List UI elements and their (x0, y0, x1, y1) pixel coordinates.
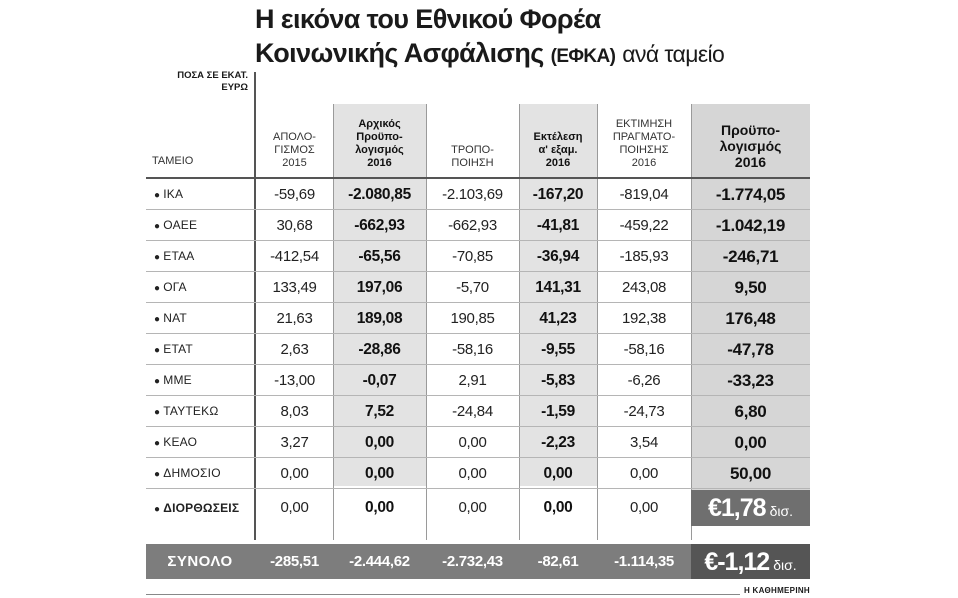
total-budget-value: €-1,12 (704, 548, 770, 576)
row-name: ● ΕΤΑΤ (154, 342, 193, 356)
row-divider (146, 488, 810, 489)
table-row (146, 365, 810, 396)
header-execution: Εκτέλεση α' εξαμ. 2016 (533, 131, 583, 169)
corrections-budget-value: €1,78 (708, 494, 766, 522)
cell-initial-budget: 189,08 (356, 310, 403, 327)
cell-apologismos: 30,68 (276, 217, 313, 234)
total-budget-unit: δισ. (773, 557, 797, 573)
cell-initial-budget: -65,56 (358, 248, 401, 265)
total-budget-box (691, 544, 810, 579)
cell-apologismos: 21,63 (276, 310, 313, 327)
total-execution: -82,61 (537, 553, 579, 570)
row-name: ● ΜΜΕ (154, 373, 192, 387)
cell-apologismos: 2,63 (280, 341, 309, 358)
table-row (146, 334, 810, 365)
title-main: Κοινωνικής Ασφάλισης (255, 38, 544, 68)
cell-execution: 141,31 (535, 279, 581, 296)
cell-estimate: 192,38 (621, 310, 667, 327)
cell-budget-2016: 6,80 (734, 402, 767, 421)
cell-estimate: 243,08 (621, 279, 667, 296)
cell-estimate: 0,00 (630, 499, 658, 516)
corrections-budget-box (691, 490, 810, 526)
cell-apologismos: 0,00 (280, 465, 309, 482)
cell-execution: 0,00 (543, 499, 573, 516)
header-initial-budget: Αρχικός Προϋπο- λογισμός 2016 (355, 118, 404, 169)
header-budget-2016: Προϋπο- λογισμός 2016 (719, 122, 782, 170)
table-row (146, 303, 810, 334)
cell-execution: -36,94 (536, 248, 580, 265)
cell-amendment: 0,00 (458, 465, 487, 482)
row-name: ● ΕΤΑΑ (154, 249, 195, 263)
cell-execution: 41,23 (539, 310, 577, 327)
cell-estimate: -819,04 (619, 186, 669, 203)
table-row (146, 427, 810, 458)
title-line-2 (255, 36, 724, 74)
cell-execution: -167,20 (532, 186, 584, 203)
title-line-1: Η εικόνα του Εθνικού Φορέα (255, 4, 601, 34)
cell-apologismos: -59,69 (274, 186, 315, 203)
corrections-row (146, 490, 810, 526)
table-row (146, 179, 810, 210)
cell-estimate: 3,54 (630, 434, 658, 451)
cell-execution: -1,59 (541, 403, 575, 420)
cell-initial-budget: -28,86 (358, 341, 401, 358)
cell-estimate: 0,00 (630, 465, 658, 482)
cell-apologismos: 0,00 (280, 499, 309, 516)
title-tail: ανά ταμείο (622, 41, 725, 67)
cell-budget-2016: 176,48 (725, 309, 776, 328)
cell-budget-2016: -33,23 (727, 371, 774, 390)
cell-amendment: 2,91 (458, 372, 487, 389)
cell-estimate: -459,22 (619, 217, 669, 234)
row-name: ● ΔΙΟΡΘΩΣΕΙΣ (154, 501, 240, 515)
cell-initial-budget: 0,00 (365, 465, 394, 482)
cell-estimate: -24,73 (623, 403, 665, 420)
cell-estimate: -185,93 (619, 248, 669, 265)
table-row (146, 272, 810, 303)
row-name: ● ΟΑΕΕ (154, 218, 198, 232)
header-amendment: ΤΡΟΠΟ- ΠΟΙΗΣΗ (451, 144, 494, 169)
cell-apologismos: 3,27 (280, 434, 309, 451)
cell-budget-2016: -1.042,19 (715, 216, 786, 235)
total-initial-budget: -2.444,62 (349, 553, 410, 570)
cell-amendment: 0,00 (458, 434, 487, 451)
total-estimate: -1.114,35 (614, 553, 674, 570)
header-apologismos: ΑΠΟΛΟ- ΓΙΣΜΟΣ 2015 (273, 131, 316, 169)
cell-execution: 0,00 (543, 465, 573, 482)
cell-amendment: 190,85 (450, 310, 495, 327)
table-row (146, 241, 810, 272)
total-amendment: -2.732,43 (442, 553, 503, 570)
cell-initial-budget: 7,52 (365, 403, 394, 420)
chart-title (255, 2, 724, 74)
cell-execution: -9,55 (541, 341, 575, 358)
cell-amendment: -2.103,69 (442, 186, 503, 203)
header-estimate: ΕΚΤΙΜΗΣΗ ΠΡΑΓΜΑΤΟ- ΠΟΙΗΣΗΣ 2016 (612, 118, 676, 169)
total-row (146, 544, 810, 579)
cell-execution: -5,83 (541, 372, 575, 389)
cell-amendment: -5,70 (456, 279, 489, 296)
corrections-budget-unit: δισ. (769, 503, 793, 519)
table-row (146, 396, 810, 427)
row-name: ● ΚΕΑΟ (154, 435, 198, 449)
row-name: ● ΟΓΑ (154, 280, 187, 294)
row-name: ● ΙΚΑ (154, 187, 184, 201)
cell-initial-budget: 197,06 (356, 279, 403, 296)
cell-budget-2016: -1.774,05 (715, 185, 786, 204)
cell-amendment: 0,00 (458, 499, 487, 516)
cell-execution: -41,81 (536, 217, 580, 234)
header-tameio: ΤΑΜΕΙΟ (152, 155, 194, 167)
cell-budget-2016: 0,00 (734, 433, 767, 452)
cell-budget-2016: 9,50 (734, 278, 767, 297)
cell-estimate: -58,16 (623, 341, 665, 358)
cell-apologismos: -412,54 (270, 248, 319, 265)
cell-execution: -2,23 (541, 434, 575, 451)
cell-amendment: -24,84 (452, 403, 493, 420)
total-apologismos: -285,51 (270, 553, 319, 570)
cell-initial-budget: -0,07 (362, 372, 397, 389)
cell-apologismos: 8,03 (280, 403, 309, 420)
row-name: ● ΝΑΤ (154, 311, 187, 325)
cell-amendment: -662,93 (448, 217, 497, 234)
cell-budget-2016: -246,71 (722, 247, 779, 266)
row-name: ● ΤΑΥΤΕΚΩ (154, 404, 219, 418)
cell-budget-2016: -47,78 (727, 340, 774, 359)
units-note: ΠΟΣΑ ΣΕ ΕΚΑΤ. ΕΥΡΩ (177, 70, 248, 93)
footer-rule (146, 594, 810, 595)
row-name: ● ΔΗΜΟΣΙΟ (154, 466, 221, 480)
cell-budget-2016: 50,00 (729, 464, 772, 483)
title-abbreviation: (ΕΦΚΑ) (550, 46, 616, 67)
total-label: ΣΥΝΟΛΟ (167, 553, 233, 570)
cell-initial-budget: 0,00 (365, 434, 394, 451)
cell-apologismos: -13,00 (274, 372, 315, 389)
cell-amendment: -70,85 (452, 248, 493, 265)
cell-apologismos: 133,49 (272, 279, 317, 296)
cell-amendment: -58,16 (452, 341, 493, 358)
cell-initial-budget: -662,93 (354, 217, 405, 234)
table-row (146, 458, 810, 489)
cell-estimate: -6,26 (627, 372, 661, 389)
cell-initial-budget: 0,00 (365, 499, 394, 516)
source-credit: Η ΚΑΘΗΜΕΡΙΝΗ (740, 586, 810, 595)
table-row (146, 210, 810, 241)
cell-initial-budget: -2.080,85 (348, 186, 411, 203)
